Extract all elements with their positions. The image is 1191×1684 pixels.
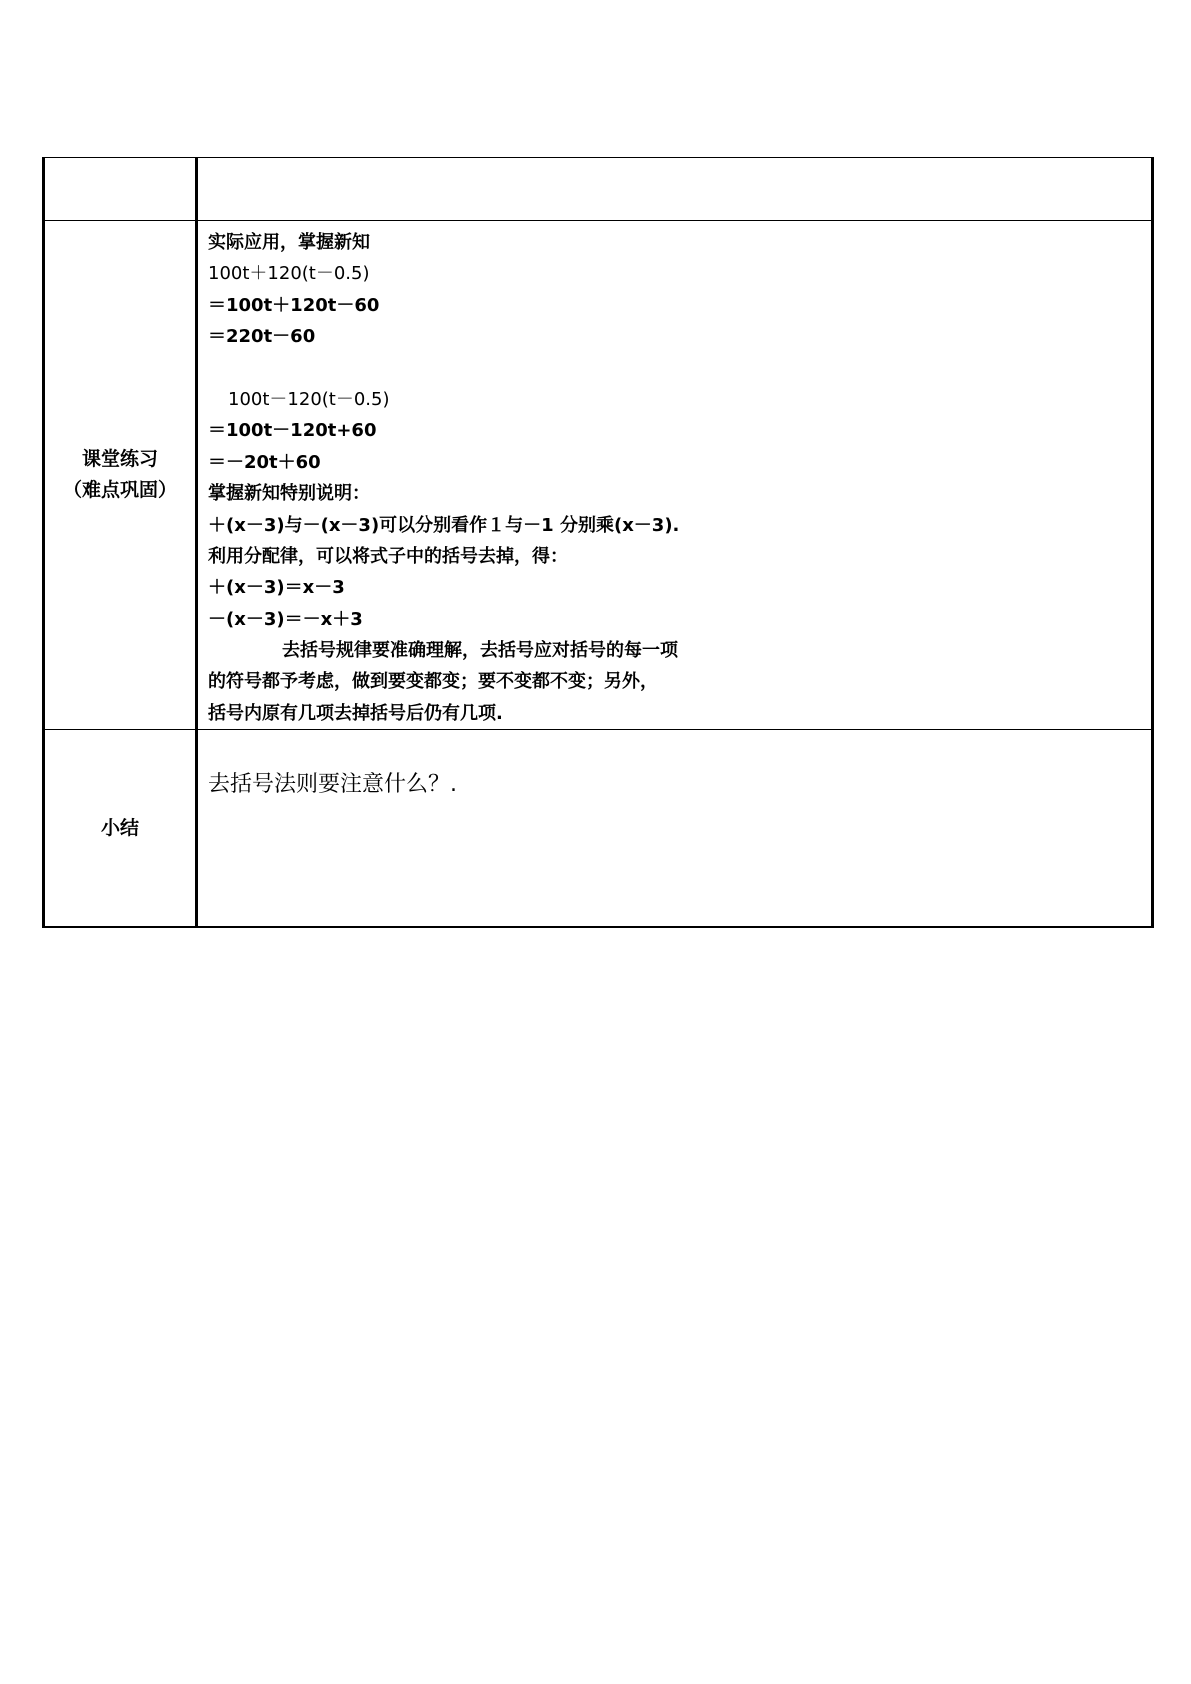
practice-line: 的符号都予考虑，做到要变都变；要不变都不变；另外， [208, 671, 658, 693]
practice-line: 去括号规律要准确理解，去括号应对括号的每一项 [282, 640, 678, 662]
summary-question: 去括号法则要注意什么？. [208, 772, 457, 798]
practice-line: ＝100t－120t+60 [208, 420, 377, 442]
row-label-cell [44, 158, 197, 221]
practice-line: 掌握新知特别说明： [208, 483, 370, 505]
row-content-cell [197, 158, 1153, 221]
practice-line: －(x－3)＝－x＋3 [208, 608, 363, 630]
practice-line: 100t＋120(t－0.5) [208, 263, 370, 285]
practice-line: ＝100t＋120t－60 [208, 294, 380, 316]
row-label-cell [44, 221, 197, 730]
practice-line: 括号内原有几项去掉括号后仍有几项. [208, 702, 503, 724]
practice-line: 利用分配律，可以将式子中的括号去掉，得： [208, 545, 568, 567]
lesson-table [42, 157, 1154, 928]
table-row-practice [44, 221, 1153, 730]
table-row-summary [44, 730, 1153, 928]
practice-cell [197, 221, 1153, 730]
blank-line [208, 353, 1151, 384]
row-sublabel: （难点巩固） [62, 479, 177, 502]
summary-cell [197, 730, 1153, 928]
row-label: 小结 [100, 816, 139, 839]
practice-line: ＝－20t＋60 [208, 451, 321, 473]
practice-line: 100t－120(t－0.5) [228, 388, 390, 410]
practice-line: ＝220t－60 [208, 326, 316, 348]
practice-line: ＋(x－3)与－(x－3)可以分别看作１与－1 分别乘(x－3). [208, 514, 680, 536]
row-label-cell [44, 730, 197, 928]
practice-content [198, 221, 1151, 729]
practice-heading: 实际应用，掌握新知 [208, 232, 370, 253]
table-row [44, 158, 1153, 221]
practice-line: ＋(x－3)＝x－3 [208, 577, 345, 599]
row-label: 课堂练习 [81, 448, 158, 471]
